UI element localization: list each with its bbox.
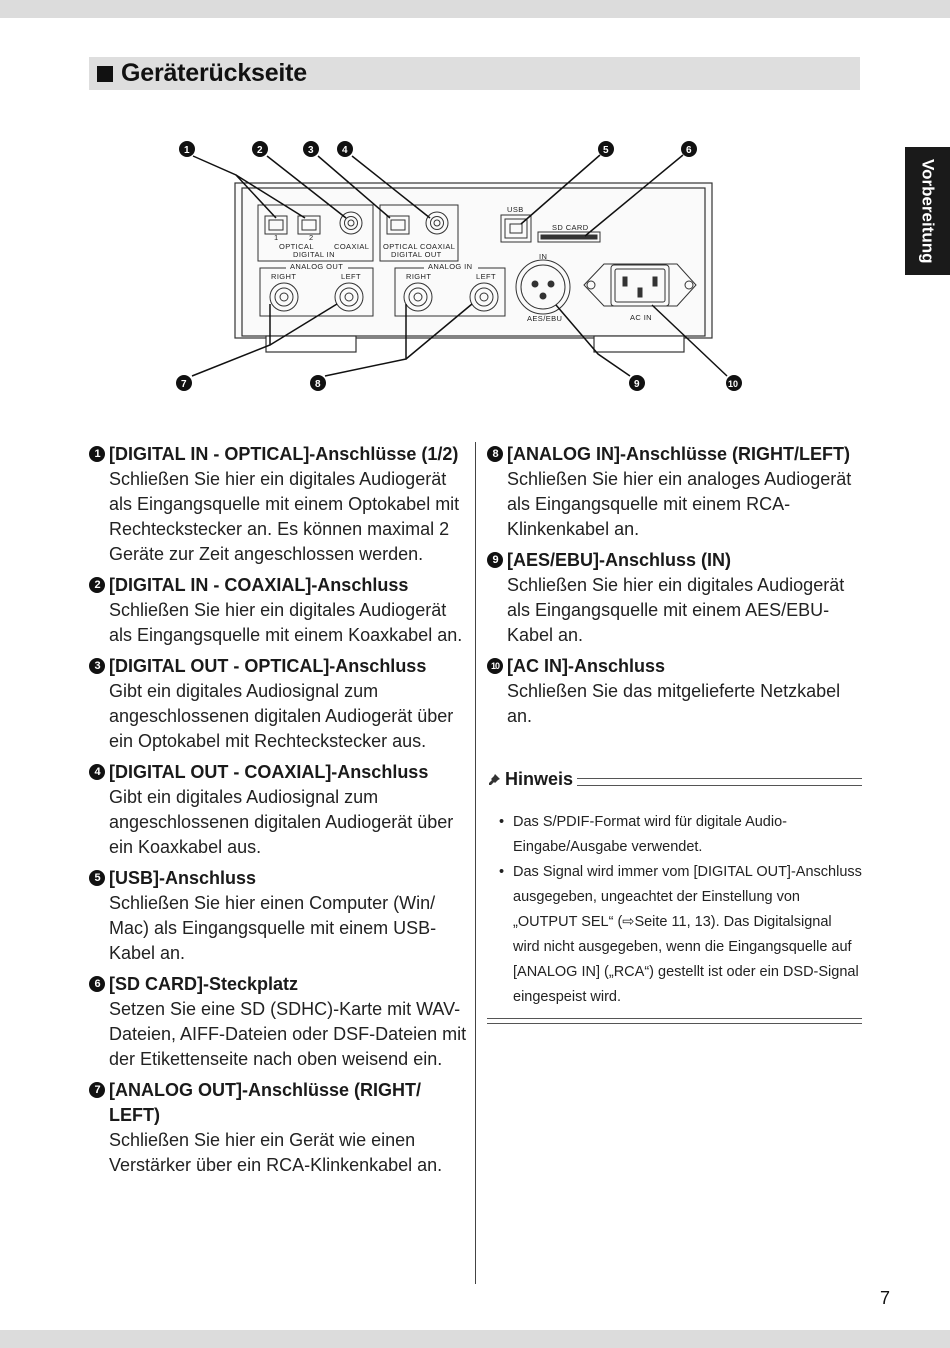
bottom-bar [0, 1330, 950, 1348]
list-item [89, 972, 474, 1072]
item-title: [ANALOG IN]-Anschlüsse (RIGHT/LEFT) [507, 444, 850, 464]
hint-bullet: • Das Signal wird immer vom [DIGITAL OUT]-Anschluss ausgegeben, ungeachtet der Einstellung von „OUTPUT SEL“ (⇨Seite 11, 13). Das Digitalsignal wird nicht ausgegeben, wenn die Eingangsquelle auf [ANALOG IN] („RCA“) gestellt ist oder ein DSD-Signal eingespeist wird. [499, 860, 862, 1010]
column-divider [475, 442, 476, 1284]
list-item [487, 548, 862, 648]
item-title: [SD CARD]-Steckplatz [109, 974, 299, 994]
square-bullet-icon [97, 66, 113, 82]
hint-box [487, 769, 862, 1024]
item-description: Gibt ein digitales Audiosignal zum angeschlossenen digitalen Audiogerät über ein Optokabel mit Rechteckstecker aus. [109, 681, 454, 751]
item-number: 8 [487, 446, 503, 462]
item-description: Schließen Sie hier ein digitales Audiogerät als Eingangsquelle mit einem AES/EBU-Kabel an. [507, 575, 845, 645]
usb-label: USB [507, 205, 524, 214]
chapter-tab-label: Vorbereitung [918, 158, 938, 264]
list-item [89, 866, 474, 966]
callout-6 [681, 141, 697, 157]
callout-6-number: 6 [686, 145, 692, 156]
list-item [487, 442, 862, 542]
list-item [89, 573, 474, 648]
item-description: Setzen Sie eine SD (SDHC)-Karte mit WAV-Dateien, AIFF-Dateien oder DSF-Dateien mit der Etikettenseite nach oben weisend ein. [109, 999, 467, 1069]
callout-5 [598, 141, 614, 157]
analog-in-label: ANALOG IN [428, 262, 473, 271]
list-item [89, 1078, 474, 1178]
analog-out-label: ANALOG OUT [290, 262, 344, 271]
item-description: Schließen Sie hier ein Gerät wie einen Verstärker über ein RCA-Klinkenkabel an. [109, 1130, 443, 1175]
list-item [89, 442, 474, 567]
callout-7 [176, 375, 192, 391]
item-description: Schließen Sie hier ein analoges Audiogerät als Eingangsquelle mit einem RCA-Klinkenkabel an. [507, 469, 852, 539]
digital-out-coaxial-label: COAXIAL [420, 242, 456, 251]
section-header [89, 57, 860, 90]
callout-2-number: 2 [257, 145, 263, 156]
port-2-label: 2 [309, 233, 314, 242]
item-number: 5 [89, 870, 105, 886]
hint-list [499, 810, 862, 1010]
sd-card-label: SD CARD [552, 223, 589, 232]
callout-1-number: 1 [184, 145, 190, 156]
digital-in-optical-label: OPTICAL [279, 242, 314, 251]
callout-9 [629, 375, 645, 391]
analog-in-left-label: LEFT [476, 272, 496, 281]
hint-header [487, 769, 862, 790]
item-title: [DIGITAL OUT - COAXIAL]-Anschluss [109, 762, 429, 782]
callout-7-number: 7 [181, 379, 187, 390]
left-column [89, 442, 474, 1184]
pushpin-icon [487, 773, 501, 787]
item-number: 4 [89, 764, 105, 780]
list-item [89, 654, 474, 754]
digital-in-label: DIGITAL IN [293, 250, 335, 259]
item-number: 9 [487, 552, 503, 568]
callout-2 [252, 141, 268, 157]
item-title: [AC IN]-Anschluss [507, 656, 666, 676]
analog-out-right-label: RIGHT [271, 272, 297, 281]
top-bar [0, 0, 950, 18]
callout-3 [303, 141, 319, 157]
item-description: Schließen Sie hier ein digitales Audiogerät als Eingangsquelle mit einem Optokabel mit Rechteckstecker an. Es können maximal 2 Geräte zur Zeit angeschlossen werden. [109, 469, 460, 564]
item-number: 7 [89, 1082, 105, 1098]
callout-5-number: 5 [603, 145, 609, 156]
list-item [89, 760, 474, 860]
item-description: Schließen Sie das mitgelieferte Netzkabel an. [507, 681, 841, 726]
item-title: [ANALOG OUT]-Anschlüsse (RIGHT/ LEFT) [109, 1080, 422, 1125]
callout-10-number: 10 [728, 379, 739, 389]
item-title: [DIGITAL OUT - OPTICAL]-Anschluss [109, 656, 427, 676]
digital-in-coaxial-label: COAXIAL [334, 242, 370, 251]
ac-in-label: AC IN [630, 313, 653, 322]
callout-4 [337, 141, 353, 157]
hint-rule [577, 778, 862, 786]
callout-4-number: 4 [342, 145, 348, 156]
hint-title: Hinweis [505, 769, 574, 789]
callout-3-number: 3 [308, 145, 314, 156]
item-title: [AES/EBU]-Anschluss (IN) [507, 550, 732, 570]
digital-out-optical-label: OPTICAL [383, 242, 418, 251]
analog-out-left-label: LEFT [341, 272, 361, 281]
callout-10 [726, 375, 742, 391]
item-description: Gibt ein digitales Audiosignal zum angeschlossenen digitalen Audiogerät über ein Koaxkabel aus. [109, 787, 454, 857]
callout-8 [310, 375, 326, 391]
aes-in-label: IN [539, 252, 548, 261]
port-1-label: 1 [274, 233, 279, 242]
callout-9-number: 9 [634, 379, 640, 390]
callout-1 [179, 141, 195, 157]
item-number: 3 [89, 658, 105, 674]
aes-ebu-label: AES/EBU [527, 314, 563, 323]
item-title: [USB]-Anschluss [109, 868, 257, 888]
page-title: Geräterückseite [121, 59, 308, 87]
rear-panel-diagram [0, 130, 950, 400]
right-column [487, 442, 862, 1024]
list-item [487, 654, 862, 729]
item-description: Schließen Sie hier ein digitales Audiogerät als Eingangsquelle mit einem Koaxkabel an. [109, 600, 463, 645]
item-number: 10 [487, 658, 503, 674]
analog-in-right-label: RIGHT [406, 272, 432, 281]
item-description: Schließen Sie hier einen Computer (Win/ Mac) als Eingangsquelle mit einem USB-Kabel an. [109, 893, 437, 963]
page-number: 7 [880, 1288, 891, 1308]
item-number: 6 [89, 976, 105, 992]
item-number: 1 [89, 446, 105, 462]
hint-bullet: • Das S/PDIF-Format wird für digitale Audio-Eingabe/Ausgabe verwendet. [499, 810, 862, 860]
item-title: [DIGITAL IN - COAXIAL]-Anschluss [109, 575, 409, 595]
digital-out-label: DIGITAL OUT [391, 250, 442, 259]
item-number: 2 [89, 577, 105, 593]
hint-end-rule [487, 1018, 862, 1024]
callout-8-number: 8 [315, 379, 321, 390]
item-title: [DIGITAL IN - OPTICAL]-Anschlüsse (1/2) [109, 444, 459, 464]
